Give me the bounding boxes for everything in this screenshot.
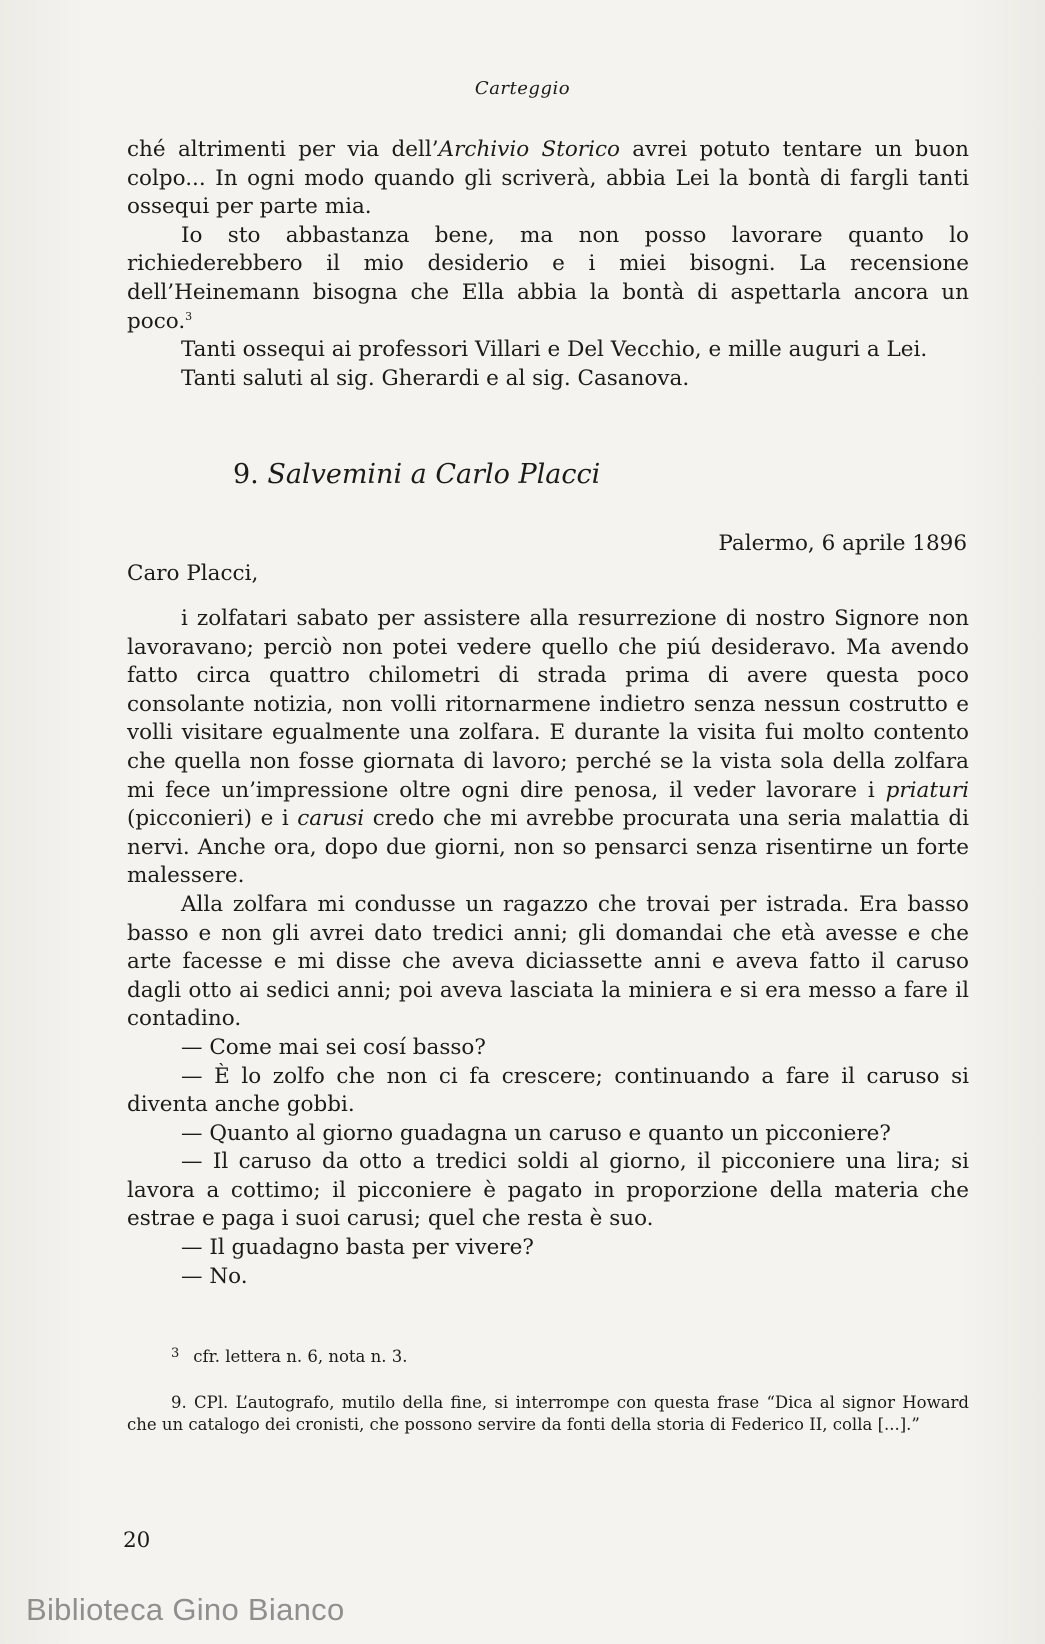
footnote-mark: 3: [171, 1346, 180, 1361]
footnote: [127, 1346, 969, 1370]
letter-title: Salvemini a Carlo Placci: [267, 459, 601, 490]
text-run: i zolfatari sabato per assistere alla resurrezione di nostro Signore non lavoravano; perciò non potei vedere quello che piú desideravo. Ma avendo fatto circa quattro chilometri di strada prima di avere questa poco consolante notizia, non volli ritornarmene indietro senza nessun costrutto e volli visitare egualmente una zolfara. E durante la visita fui molto contento che quella non fosse giornata di lavoro; perché se la vista sola della zolfara mi fece un’impressione oltre ogni dire penosa, il veder lavorare i: [127, 606, 969, 803]
text-run: credo che mi avrebbe procurata una seria malattia di nervi. Anche ora, dopo due giorni, non so pensarci senza risentirne un forte malessere.: [127, 806, 969, 889]
letter-heading: [233, 459, 600, 490]
watermark: Biblioteca Gino Bianco: [26, 1592, 345, 1627]
letter-number: 9.: [233, 459, 259, 490]
letter-body: [127, 605, 969, 1291]
paragraph: Tanti ossequi ai professori Villari e Del Vecchio, e mille auguri a Lei.: [181, 337, 928, 363]
text-run: Io sto abbastanza bene, ma non posso lavorare quanto lo richiederebbero il mio desiderio e i miei bisogni. La recensione dell’Heinemann bisogna che Ella abbia la bontà di aspettarla ancora un poco.: [127, 222, 969, 334]
dialogue-line: — Il guadagno basta per vivere?: [181, 1235, 534, 1261]
text-run: avrei potuto tentare un buon colpo... In ogni modo quando gli scriverà, abbia Lei la bontà di fargli tanti ossequi per parte mia.: [127, 137, 970, 220]
paragraph: Tanti saluti al sig. Gherardi e al sig. Casanova.: [181, 365, 690, 391]
footnote-ref[interactable]: 3: [185, 309, 193, 323]
paragraph: [127, 136, 969, 222]
footnotes: [127, 1346, 969, 1436]
dialogue-line: — Quanto al giorno guadagna un caruso e quanto un picconiere?: [181, 1120, 891, 1146]
paragraph: Alla zolfara mi condusse un ragazzo che trovai per istrada. Era basso basso e non gli avrei dato tredici anni; gli domandai che età avesse e che arte facesse e mi disse che aveva diciassette anni e aveva fatto il caruso dagli otto ai sedici anni; poi aveva lasciata la miniera e si era messo a fare il contadino.: [127, 891, 969, 1032]
page-number: 20: [123, 1528, 151, 1553]
dialogue-line: — Come mai sei cosí basso?: [181, 1034, 486, 1060]
italic-title: Archivio Storico: [438, 137, 620, 162]
paragraph: [127, 605, 969, 891]
dialogue-line: — È lo zolfo che non ci fa crescere; continuando a fare il caruso si diventa anche gobbi.: [127, 1063, 969, 1118]
dialogue-line: — Il caruso da otto a tredici soldi al giorno, il picconiere una lira; si lavora a cottimo; il picconiere è pagato in proporzione della materia che estrae e paga i suoi carusi; quel che resta è suo.: [127, 1149, 969, 1232]
dateline: Palermo, 6 aprile 1896: [718, 531, 967, 556]
running-head: Carteggio: [474, 78, 571, 99]
text-run: (picconieri) e i: [127, 806, 298, 832]
text-run: ché altrimenti per via dell’: [127, 137, 439, 162]
footnote-text: cfr. lettera n. 6, nota n. 3.: [193, 1347, 408, 1366]
paragraph: [127, 222, 969, 336]
salutation: Caro Placci,: [127, 561, 259, 586]
italic-term: priaturi: [885, 777, 969, 803]
footnote: 9. CPl. L’autografo, mutilo della fine, si interrompe con questa frase “Dica al signor Howard che un catalogo dei cronisti, che possono servire da fonti della storia di Federico II, colla [...].”: [127, 1393, 969, 1434]
italic-term: carusi: [297, 806, 365, 832]
text-block-previous-letter: [127, 136, 969, 393]
dialogue-line: — No.: [181, 1263, 248, 1289]
